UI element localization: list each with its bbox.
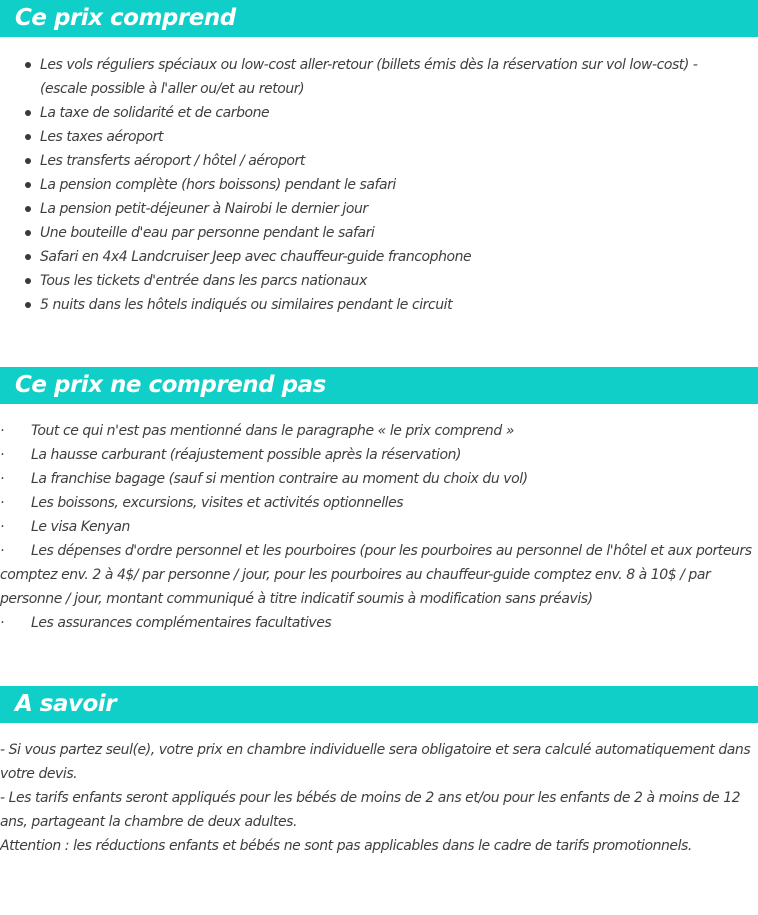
- list-item-text: Safari en 4x4 Landcruiser Jeep avec chauffeur-guide francophone: [40, 249, 472, 265]
- info-paragraph: Attention : les réductions enfants et bébés ne sont pas applicables dans le cadre de tarifs promotionnels.: [0, 838, 692, 854]
- list-marker: ·: [0, 471, 5, 487]
- list-marker: ·: [0, 615, 5, 631]
- list-item-text: Les boissons, excursions, visites et activités optionnelles: [31, 495, 404, 511]
- bullet-icon: [25, 302, 31, 308]
- info-section-header: [0, 686, 758, 723]
- list-item-text: Les assurances complémentaires facultatives: [31, 615, 332, 631]
- list-item: [0, 515, 758, 539]
- list-item-text: Les dépenses d'ordre personnel et les pourboires (pour les pourboires au personnel de l'hôtel et aux porteurs comptez env. 2 à 4$/ par personne / jour, pour les pourboires au chauffeur-guide comptez env. 8 à 10$ / par personne / jour, montant communiqué à titre indicatif soumis à modification sans préavis): [0, 543, 752, 607]
- list-item: [0, 125, 758, 149]
- list-item: [0, 221, 758, 245]
- included-section-title: Ce prix comprend: [15, 5, 236, 31]
- excluded-section-title: Ce prix ne comprend pas: [15, 372, 326, 398]
- included-section-header: [0, 0, 758, 37]
- list-marker: ·: [0, 495, 5, 511]
- bullet-icon: [25, 110, 31, 116]
- list-item-text: Les transferts aéroport / hôtel / aéroport: [40, 153, 305, 169]
- list-marker: ·: [0, 423, 5, 439]
- list-item-text: La hausse carburant (réajustement possible après la réservation): [31, 447, 462, 463]
- bullet-icon: [25, 230, 31, 236]
- list-item-text: La pension petit-déjeuner à Nairobi le dernier jour: [40, 201, 368, 217]
- info-paragraph: - Les tarifs enfants seront appliqués pour les bébés de moins de 2 ans et/ou pour les enfants de 2 à moins de 12 ans, partageant la chambre de deux adultes.: [0, 790, 741, 830]
- list-item-text: Une bouteille d'eau par personne pendant le safari: [40, 225, 375, 241]
- info-text-block: [0, 738, 758, 858]
- list-item-text: Tous les tickets d'entrée dans les parcs nationaux: [40, 273, 367, 289]
- bullet-icon: [25, 254, 31, 260]
- list-item: [0, 611, 758, 635]
- list-item: [0, 101, 758, 125]
- list-marker: ·: [0, 543, 5, 559]
- bullet-icon: [25, 182, 31, 188]
- list-item-text: La taxe de solidarité et de carbone: [40, 105, 270, 121]
- bullet-icon: [25, 278, 31, 284]
- list-item: [0, 491, 758, 515]
- info-section-title: A savoir: [15, 691, 117, 717]
- list-item: [0, 293, 758, 317]
- bullet-icon: [25, 134, 31, 140]
- excluded-section-header: [0, 367, 758, 404]
- list-item-text: 5 nuits dans les hôtels indiqués ou similaires pendant le circuit: [40, 297, 453, 313]
- list-item: [0, 173, 758, 197]
- list-item: [0, 419, 758, 443]
- list-item: [0, 269, 758, 293]
- list-item: [0, 539, 758, 611]
- list-item-text: La pension complète (hors boissons) pendant le safari: [40, 177, 396, 193]
- list-item: [0, 467, 758, 491]
- list-item: [0, 53, 758, 101]
- list-item-text: Le visa Kenyan: [31, 519, 130, 535]
- list-item: [0, 149, 758, 173]
- included-list: [0, 53, 758, 317]
- list-item-text: Les vols réguliers spéciaux ou low-cost aller-retour (billets émis dès la réservation sur vol low-cost) - (escale possible à l'aller ou/et au retour): [40, 57, 698, 97]
- list-marker: ·: [0, 519, 5, 535]
- excluded-list: [0, 419, 758, 635]
- list-item: [0, 443, 758, 467]
- list-item: [0, 197, 758, 221]
- bullet-icon: [25, 158, 31, 164]
- bullet-icon: [25, 62, 31, 68]
- list-marker: ·: [0, 447, 5, 463]
- list-item-text: Tout ce qui n'est pas mentionné dans le paragraphe « le prix comprend »: [31, 423, 514, 439]
- info-paragraph: - Si vous partez seul(e), votre prix en chambre individuelle sera obligatoire et sera calculé automatiquement dans votre devis.: [0, 742, 751, 782]
- list-item-text: La franchise bagage (sauf si mention contraire au moment du choix du vol): [31, 471, 528, 487]
- list-item: [0, 245, 758, 269]
- list-item-text: Les taxes aéroport: [40, 129, 163, 145]
- bullet-icon: [25, 206, 31, 212]
